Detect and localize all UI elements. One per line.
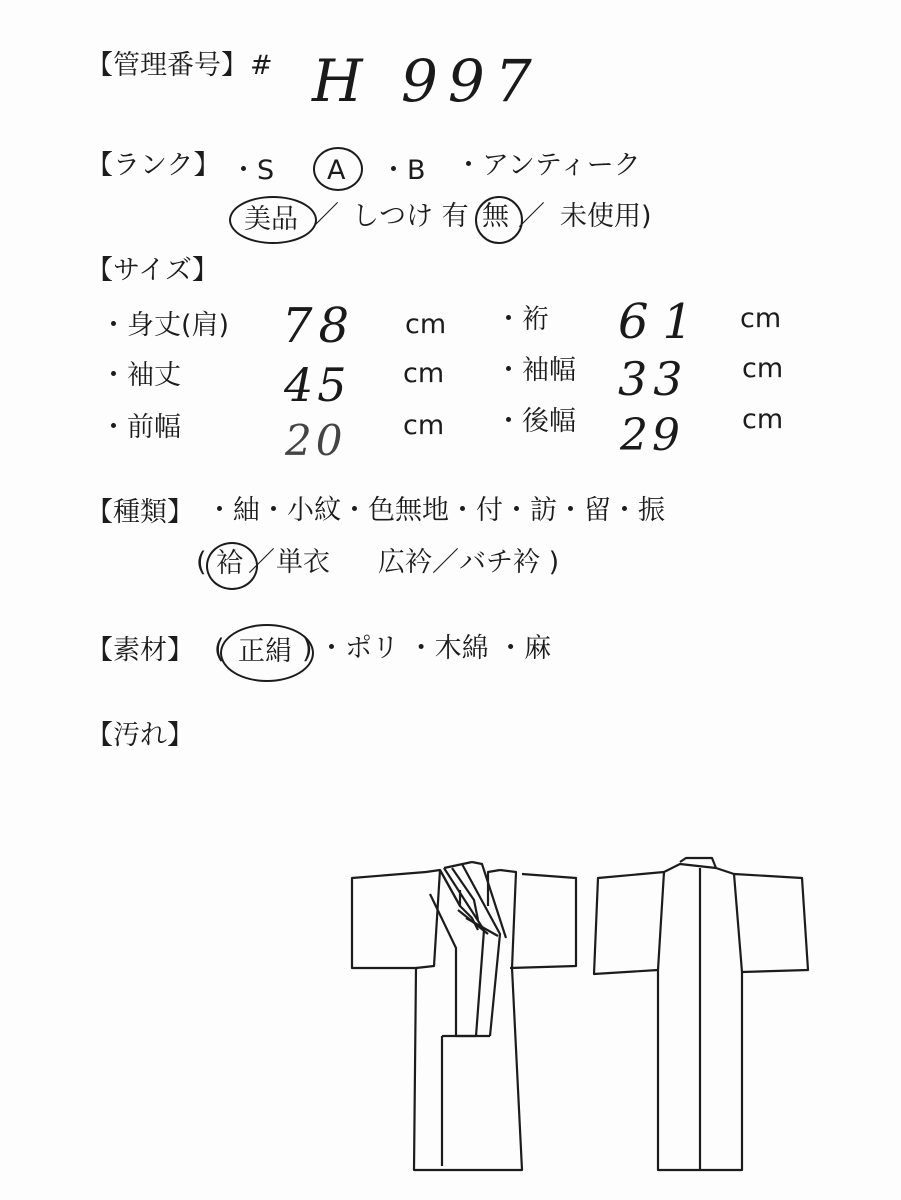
condition-slash-2: ／ bbox=[518, 201, 545, 232]
condition-bihin: 美品 bbox=[244, 204, 298, 235]
type-slash: ／ bbox=[248, 547, 275, 578]
type-hitoe: 単衣 bbox=[276, 547, 330, 578]
material-others: ・ポリ ・木綿 ・麻 bbox=[318, 633, 552, 664]
type-open-paren: ( bbox=[196, 547, 207, 578]
type-collar: 広衿／バチ衿 ) bbox=[378, 547, 560, 578]
size-row-3-right-value: 29 bbox=[620, 410, 684, 461]
id-value: H 997 bbox=[312, 47, 542, 115]
size-row-3-label: ・前幅 bbox=[100, 412, 181, 443]
size-row-2-right-label: ・袖幅 bbox=[495, 355, 576, 386]
material-label: 【素材】 bbox=[86, 635, 194, 666]
id-hash: # bbox=[250, 50, 273, 81]
condition-slash-1: ／ bbox=[312, 201, 339, 232]
kimono-front-collar bbox=[430, 862, 506, 1166]
condition-shitsuke-none: 無 bbox=[482, 201, 509, 232]
size-row-1-label: ・身丈(肩) bbox=[100, 310, 230, 341]
id-label: 【管理番号】 bbox=[86, 50, 248, 81]
size-row-2-right-value: 33 bbox=[618, 352, 689, 406]
size-row-2-right-unit: cm bbox=[742, 353, 784, 384]
size-row-1-right-unit: cm bbox=[740, 303, 782, 334]
material-open-paren: ( bbox=[214, 634, 225, 665]
material-close-paren: ) bbox=[302, 634, 313, 665]
condition-unused: 未使用) bbox=[560, 201, 652, 232]
size-row-3-value: 20 bbox=[285, 416, 347, 465]
type-options: ・紬・小紋・色無地・付・訪・留・振 bbox=[206, 495, 665, 526]
rank-option-b: ・B bbox=[380, 155, 426, 186]
stain-label: 【汚れ】 bbox=[86, 720, 194, 751]
size-row-3-right-label: ・後幅 bbox=[495, 406, 576, 437]
size-row-1-right-label: ・裄 bbox=[495, 304, 549, 335]
rank-option-a: A bbox=[327, 155, 346, 186]
rank-label: 【ランク】 bbox=[86, 150, 221, 181]
size-row-2-label: ・袖丈 bbox=[100, 360, 181, 391]
kimono-back-outline bbox=[594, 858, 808, 1170]
size-row-3-right-unit: cm bbox=[742, 404, 784, 435]
condition-shitsuke: しつけ 有 bbox=[352, 201, 469, 232]
size-row-1-unit: cm bbox=[405, 309, 447, 340]
size-row-2-unit: cm bbox=[403, 358, 445, 389]
size-row-1-right-value: 61 bbox=[618, 294, 708, 350]
size-label: 【サイズ】 bbox=[86, 255, 219, 286]
kimono-front-outline bbox=[352, 868, 576, 1170]
size-row-3-unit: cm bbox=[403, 410, 445, 441]
type-label: 【種類】 bbox=[86, 497, 194, 528]
type-awase: 袷 bbox=[216, 548, 243, 579]
size-row-1-value: 78 bbox=[282, 298, 356, 354]
rank-option-s: ・S bbox=[230, 155, 275, 186]
size-row-2-value: 45 bbox=[284, 358, 351, 412]
rank-option-antique: ・アンティーク bbox=[455, 150, 641, 181]
kimono-diagram bbox=[340, 850, 880, 1190]
material-silk: 正絹 bbox=[238, 636, 292, 667]
